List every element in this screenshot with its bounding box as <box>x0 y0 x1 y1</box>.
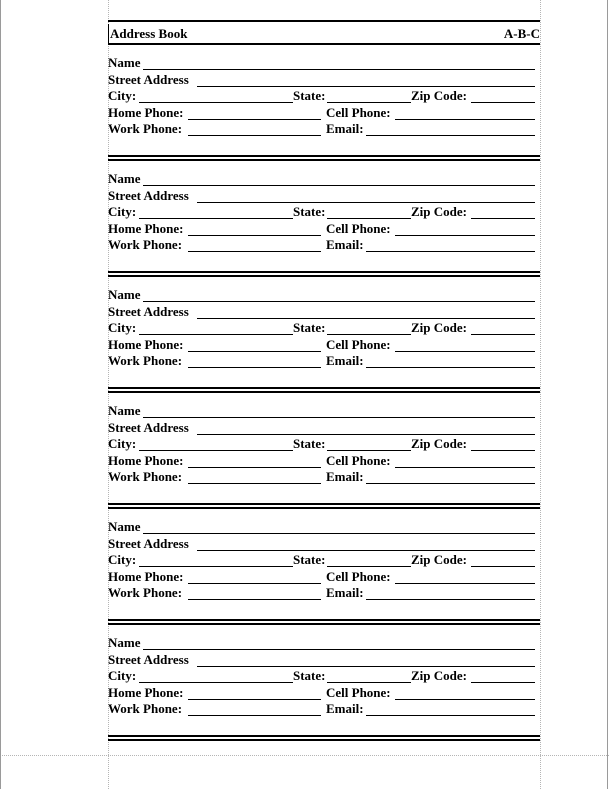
state-label: State: <box>293 204 326 220</box>
email-field[interactable] <box>326 585 535 601</box>
email-field[interactable] <box>326 237 535 253</box>
work-email-row <box>108 353 540 369</box>
name-field[interactable] <box>108 519 535 535</box>
name-input-line[interactable] <box>143 417 535 418</box>
email-label: Email: <box>326 468 364 484</box>
city-state-zip-row <box>108 320 540 336</box>
cell-phone-input-line[interactable] <box>395 119 535 120</box>
zip-input-line[interactable] <box>471 450 535 451</box>
contact-entry-5 <box>108 509 540 625</box>
name-field[interactable] <box>108 403 535 419</box>
city-field[interactable] <box>108 88 293 104</box>
zip-label: Zip Code: <box>411 552 467 568</box>
state-field[interactable] <box>293 320 411 336</box>
header-top-rule <box>108 20 540 22</box>
zip-label: Zip Code: <box>411 320 467 336</box>
name-label: Name <box>108 519 141 535</box>
cell-phone-input-line[interactable] <box>395 351 535 352</box>
name-label: Name <box>108 403 141 419</box>
state-label: State: <box>293 88 326 104</box>
street-label: Street Address <box>108 535 189 551</box>
home-phone-input-line[interactable] <box>188 235 321 236</box>
cell-phone-field[interactable] <box>326 220 535 236</box>
state-input-line[interactable] <box>327 102 411 103</box>
zip-label: Zip Code: <box>411 436 467 452</box>
address-book-sheet <box>108 20 540 741</box>
city-state-zip-row <box>108 668 540 684</box>
cell-phone-label: Cell Phone: <box>326 452 391 468</box>
home-phone-field[interactable] <box>108 452 321 468</box>
state-field[interactable] <box>293 436 411 452</box>
street-label: Street Address <box>108 71 189 87</box>
home-phone-label: Home Phone: <box>108 220 184 236</box>
email-label: Email: <box>326 236 364 252</box>
name-row <box>108 287 540 303</box>
street-label: Street Address <box>108 651 189 667</box>
home-phone-input-line[interactable] <box>188 467 321 468</box>
phone-row <box>108 336 540 352</box>
name-input-line[interactable] <box>143 301 535 302</box>
entries-list <box>108 45 540 741</box>
state-input-line[interactable] <box>327 566 411 567</box>
work-phone-label: Work Phone: <box>108 236 183 252</box>
zip-input-line[interactable] <box>471 218 535 219</box>
home-phone-label: Home Phone: <box>108 684 184 700</box>
state-label: State: <box>293 320 326 336</box>
city-input-line[interactable] <box>139 102 293 103</box>
email-input-line[interactable] <box>366 483 535 484</box>
work-phone-input-line[interactable] <box>188 599 321 600</box>
email-label: Email: <box>326 700 364 716</box>
email-input-line[interactable] <box>366 367 535 368</box>
zip-field[interactable] <box>411 88 535 104</box>
city-input-line[interactable] <box>139 566 293 567</box>
work-phone-field[interactable] <box>108 469 321 485</box>
name-row <box>108 55 540 71</box>
city-field[interactable] <box>108 204 293 220</box>
work-phone-label: Work Phone: <box>108 468 183 484</box>
contact-entry-2 <box>108 161 540 277</box>
cell-phone-input-line[interactable] <box>395 467 535 468</box>
home-phone-label: Home Phone: <box>108 568 184 584</box>
email-field[interactable] <box>326 701 535 717</box>
cell-phone-field[interactable] <box>326 452 535 468</box>
work-email-row <box>108 237 540 253</box>
email-input-line[interactable] <box>366 135 535 136</box>
work-email-row <box>108 121 540 137</box>
cell-phone-field[interactable] <box>326 104 535 120</box>
home-phone-field[interactable] <box>108 336 321 352</box>
work-phone-input-line[interactable] <box>188 483 321 484</box>
home-phone-field[interactable] <box>108 220 321 236</box>
state-label: State: <box>293 668 326 684</box>
letter-range-tab: A-B-C <box>503 26 540 41</box>
city-input-line[interactable] <box>139 218 293 219</box>
contact-entry-4 <box>108 393 540 509</box>
street-field[interactable] <box>108 187 535 203</box>
street-field[interactable] <box>108 419 535 435</box>
state-field[interactable] <box>293 668 411 684</box>
state-field[interactable] <box>293 552 411 568</box>
city-label: City: <box>108 668 137 684</box>
work-phone-field[interactable] <box>108 237 321 253</box>
street-field[interactable] <box>108 535 535 551</box>
work-phone-field[interactable] <box>108 585 321 601</box>
home-phone-input-line[interactable] <box>188 351 321 352</box>
name-label: Name <box>108 287 141 303</box>
name-row <box>108 519 540 535</box>
name-input-line[interactable] <box>143 649 535 650</box>
city-label: City: <box>108 88 137 104</box>
name-row <box>108 171 540 187</box>
email-field[interactable] <box>326 121 535 137</box>
street-input-line[interactable] <box>197 434 535 435</box>
work-phone-label: Work Phone: <box>108 120 183 136</box>
zip-field[interactable] <box>411 320 535 336</box>
work-phone-input-line[interactable] <box>188 367 321 368</box>
state-field[interactable] <box>293 204 411 220</box>
phone-row <box>108 568 540 584</box>
street-input-line[interactable] <box>197 202 535 203</box>
street-label: Street Address <box>108 419 189 435</box>
work-email-row <box>108 701 540 717</box>
city-field[interactable] <box>108 668 293 684</box>
contact-entry-1 <box>108 45 540 161</box>
work-phone-label: Work Phone: <box>108 584 183 600</box>
home-phone-field[interactable] <box>108 104 321 120</box>
zip-input-line[interactable] <box>471 682 535 683</box>
street-field[interactable] <box>108 71 535 87</box>
zip-label: Zip Code: <box>411 88 467 104</box>
home-phone-label: Home Phone: <box>108 336 184 352</box>
email-input-line[interactable] <box>366 599 535 600</box>
zip-label: Zip Code: <box>411 668 467 684</box>
right-margin-guide <box>540 0 541 789</box>
cell-phone-label: Cell Phone: <box>326 336 391 352</box>
city-label: City: <box>108 204 137 220</box>
state-label: State: <box>293 552 326 568</box>
email-field[interactable] <box>326 469 535 485</box>
city-state-zip-row <box>108 204 540 220</box>
street-row <box>108 303 540 319</box>
name-field[interactable] <box>108 55 535 71</box>
name-input-line[interactable] <box>143 533 535 534</box>
street-field[interactable] <box>108 303 535 319</box>
phone-row <box>108 220 540 236</box>
name-label: Name <box>108 171 141 187</box>
zip-field[interactable] <box>411 668 535 684</box>
street-input-line[interactable] <box>197 86 535 87</box>
home-phone-label: Home Phone: <box>108 452 184 468</box>
cell-phone-input-line[interactable] <box>395 235 535 236</box>
zip-input-line[interactable] <box>471 334 535 335</box>
cell-phone-label: Cell Phone: <box>326 568 391 584</box>
page-left-edge <box>0 0 1 789</box>
street-row <box>108 71 540 87</box>
name-label: Name <box>108 635 141 651</box>
work-phone-label: Work Phone: <box>108 352 183 368</box>
cell-phone-input-line[interactable] <box>395 699 535 700</box>
state-label: State: <box>293 436 326 452</box>
home-phone-input-line[interactable] <box>188 583 321 584</box>
work-phone-input-line[interactable] <box>188 135 321 136</box>
name-input-line[interactable] <box>143 69 535 70</box>
city-input-line[interactable] <box>139 450 293 451</box>
city-input-line[interactable] <box>139 334 293 335</box>
phone-row <box>108 452 540 468</box>
city-label: City: <box>108 320 137 336</box>
street-label: Street Address <box>108 187 189 203</box>
page-title: Address Book <box>110 26 188 41</box>
state-input-line[interactable] <box>327 450 411 451</box>
contact-entry-3 <box>108 277 540 393</box>
email-label: Email: <box>326 120 364 136</box>
state-input-line[interactable] <box>327 334 411 335</box>
city-label: City: <box>108 552 137 568</box>
zip-field[interactable] <box>411 204 535 220</box>
state-input-line[interactable] <box>327 682 411 683</box>
home-phone-label: Home Phone: <box>108 104 184 120</box>
city-field[interactable] <box>108 552 293 568</box>
street-row <box>108 651 540 667</box>
city-state-zip-row <box>108 88 540 104</box>
work-phone-input-line[interactable] <box>188 715 321 716</box>
home-phone-input-line[interactable] <box>188 119 321 120</box>
email-field[interactable] <box>326 353 535 369</box>
name-row <box>108 635 540 651</box>
work-phone-input-line[interactable] <box>188 251 321 252</box>
street-input-line[interactable] <box>197 666 535 667</box>
cell-phone-field[interactable] <box>326 336 535 352</box>
email-label: Email: <box>326 584 364 600</box>
header-bar <box>108 24 540 43</box>
zip-input-line[interactable] <box>471 102 535 103</box>
work-phone-field[interactable] <box>108 121 321 137</box>
street-input-line[interactable] <box>197 550 535 551</box>
phone-row <box>108 684 540 700</box>
work-phone-label: Work Phone: <box>108 700 183 716</box>
name-input-line[interactable] <box>143 185 535 186</box>
entry-separator <box>108 735 540 741</box>
cell-phone-label: Cell Phone: <box>326 684 391 700</box>
cell-phone-input-line[interactable] <box>395 583 535 584</box>
name-label: Name <box>108 55 141 71</box>
work-phone-field[interactable] <box>108 353 321 369</box>
zip-label: Zip Code: <box>411 204 467 220</box>
zip-field[interactable] <box>411 436 535 452</box>
street-label: Street Address <box>108 303 189 319</box>
work-email-row <box>108 469 540 485</box>
email-input-line[interactable] <box>366 715 535 716</box>
zip-input-line[interactable] <box>471 566 535 567</box>
contact-entry-6 <box>108 625 540 741</box>
home-phone-field[interactable] <box>108 684 321 700</box>
city-field[interactable] <box>108 320 293 336</box>
city-field[interactable] <box>108 436 293 452</box>
work-phone-field[interactable] <box>108 701 321 717</box>
street-row <box>108 535 540 551</box>
email-input-line[interactable] <box>366 251 535 252</box>
city-label: City: <box>108 436 137 452</box>
home-phone-input-line[interactable] <box>188 699 321 700</box>
home-phone-field[interactable] <box>108 568 321 584</box>
city-input-line[interactable] <box>139 682 293 683</box>
street-row <box>108 419 540 435</box>
phone-row <box>108 104 540 120</box>
city-state-zip-row <box>108 436 540 452</box>
name-field[interactable] <box>108 287 535 303</box>
street-row <box>108 187 540 203</box>
street-input-line[interactable] <box>197 318 535 319</box>
cell-phone-label: Cell Phone: <box>326 104 391 120</box>
city-state-zip-row <box>108 552 540 568</box>
state-field[interactable] <box>293 88 411 104</box>
name-row <box>108 403 540 419</box>
street-field[interactable] <box>108 651 535 667</box>
name-field[interactable] <box>108 635 535 651</box>
email-label: Email: <box>326 352 364 368</box>
cell-phone-field[interactable] <box>326 568 535 584</box>
cell-phone-field[interactable] <box>326 684 535 700</box>
page-right-edge <box>607 0 608 789</box>
cell-phone-label: Cell Phone: <box>326 220 391 236</box>
zip-field[interactable] <box>411 552 535 568</box>
state-input-line[interactable] <box>327 218 411 219</box>
bottom-margin-guide <box>0 755 609 756</box>
work-email-row <box>108 585 540 601</box>
name-field[interactable] <box>108 171 535 187</box>
